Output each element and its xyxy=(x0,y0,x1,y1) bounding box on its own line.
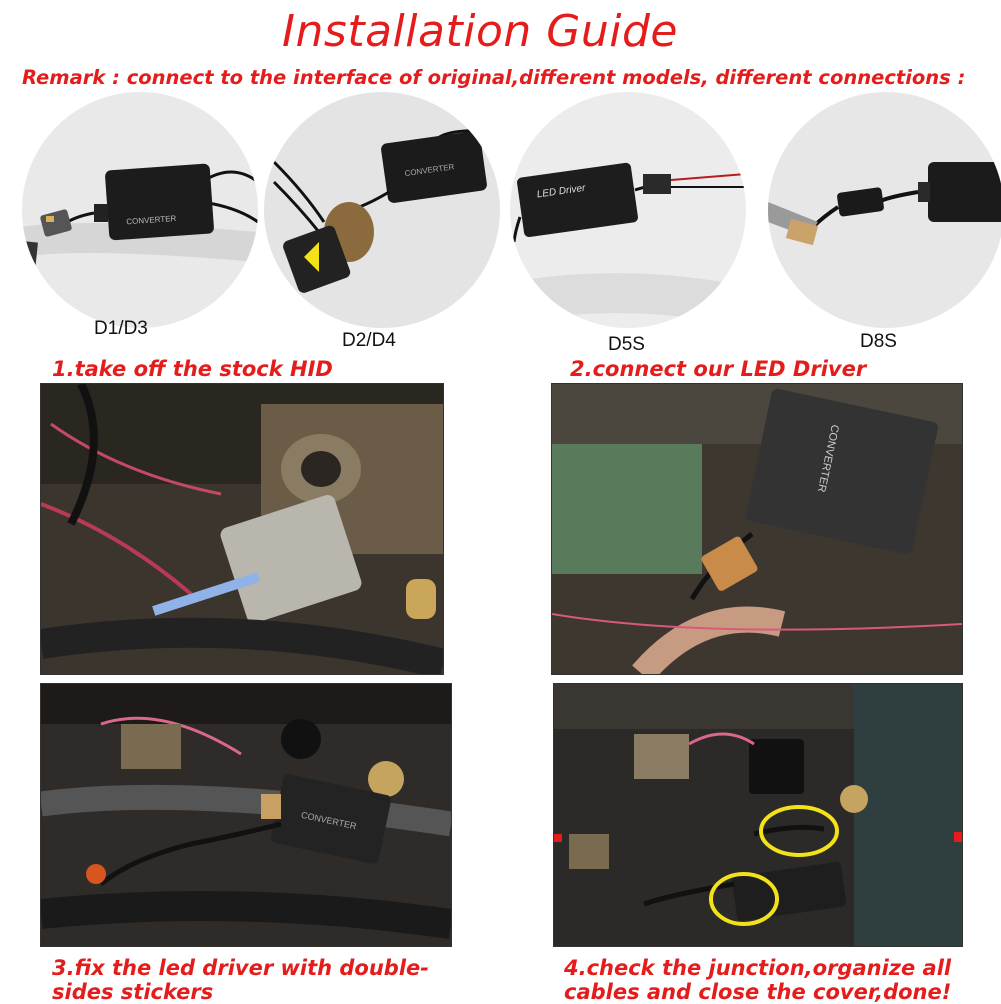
page-title: Installation Guide xyxy=(282,6,678,57)
step-3-caption-line-1: 3.fix the led driver with double- xyxy=(52,956,429,980)
connector-label-d2-d4: D2/D4 xyxy=(342,330,396,351)
connector-photo-d2-d4 xyxy=(264,92,500,328)
connector-photo-d8s xyxy=(768,92,1001,328)
step-4-photo xyxy=(553,683,963,947)
converter-box-text: CONVERTER xyxy=(300,809,358,832)
connector-photo-d1-d3 xyxy=(22,92,258,328)
step-1-photo xyxy=(40,383,444,675)
remark-text: Remark : connect to the interface of original,different models, different connections : xyxy=(22,66,966,89)
converter-box-text: CONVERTER xyxy=(404,162,455,179)
step-2-caption: 2.connect our LED Driver xyxy=(570,357,867,381)
connector-label-d8s: D8S xyxy=(860,331,897,352)
connector-photo-d5s xyxy=(510,92,746,328)
step-3-caption-line-2: sides stickers xyxy=(52,980,214,1004)
led-driver-box-text: LED Driver xyxy=(536,182,587,201)
step-2-photo xyxy=(551,383,963,675)
step-1-caption: 1.take off the stock HID xyxy=(52,357,333,381)
step-4-caption-line-2: cables and close the cover,done! xyxy=(564,980,952,1004)
converter-box-text: CONVERTER xyxy=(814,423,841,494)
step-3-caption xyxy=(52,956,429,1004)
step-4-caption xyxy=(564,956,951,1004)
converter-box-text: CONVERTER xyxy=(125,213,177,227)
step-4-caption-line-1: 4.check the junction,organize all xyxy=(564,956,952,980)
connector-label-d5s: D5S xyxy=(608,334,645,355)
connector-label-d1-d3: D1/D3 xyxy=(94,318,148,339)
step-3-photo xyxy=(40,683,452,947)
